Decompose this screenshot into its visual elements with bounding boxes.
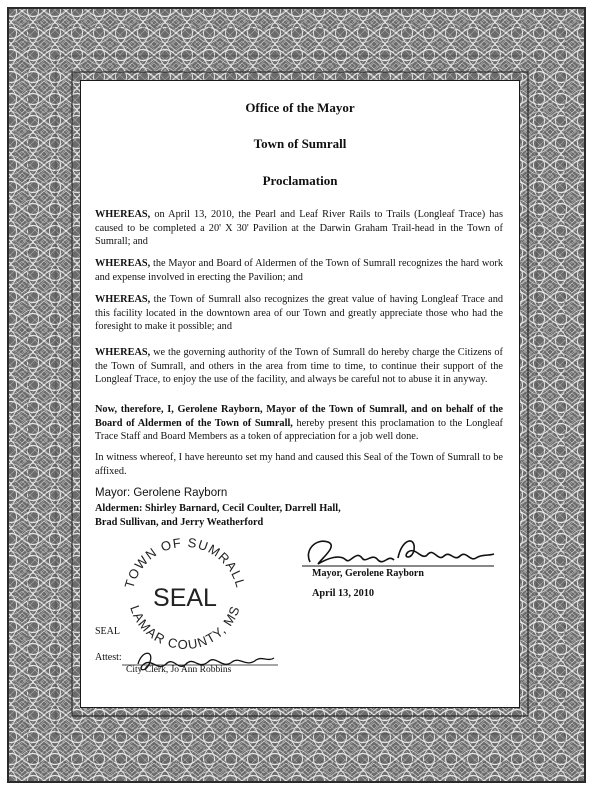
clerk-caption: City Clerk, Jo Ann Robbins <box>126 665 232 675</box>
aldermen-line-1: Aldermen: Shirley Barnard, Cecil Coulter, Darrell Hall, <box>95 503 341 514</box>
resolution-paragraph <box>95 403 503 444</box>
witness-paragraph <box>95 451 503 478</box>
seal-bottom-text: LAMAR COUNTY, MS <box>127 603 243 653</box>
paragraph-lead: Now, therefore, I, Gerolene Rayborn, Mayor of the Town of Sumrall, and on behalf of the Board of Aldermen of the Town of Sumrall, <box>95 404 503 429</box>
aldermen-line-2: Brad Sullivan, and Jerry Weatherford <box>95 517 264 528</box>
seal-center-text: SEAL <box>153 584 217 612</box>
svg-text:TOWN OF SUMRALL <box>121 535 248 590</box>
whereas-paragraph-4 <box>95 346 503 387</box>
paragraph-text: the Mayor and Board of Aldermen of the Town of Sumrall recognizes the hard work and expense involved in erecting the Pavilion; and <box>95 258 503 283</box>
attest-label: Attest: <box>95 652 122 663</box>
seal-label: SEAL <box>95 626 120 637</box>
mayor-signature-caption: Mayor, Gerolene Rayborn <box>312 568 424 579</box>
mayor-line: Mayor: Gerolene Rayborn <box>95 487 228 499</box>
paragraph-text: on April 13, 2010, the Pearl and Leaf River Rails to Trails (Longleaf Trace) has caused to be completed a 20' X 30' Pavilion at the Darwin Graham Trail-head in the Town of Sumrall; and <box>95 209 503 248</box>
paragraph-text: we the governing authority of the Town of Sumrall do hereby charge the Citizens of the Town of Sumrall, and others in the area from time to time, to continue their support of the Longleaf Trace, to enjoy the use of the facility, and always be careful not to abuse it in anyway. <box>95 347 503 386</box>
whereas-paragraph-2 <box>95 257 503 284</box>
proclamation-title: Proclamation <box>262 173 338 188</box>
office-heading: Office of the Mayor <box>245 100 355 115</box>
paragraph-text: the Town of Sumrall also recognizes the great value of having Longleaf Trace and this facility located in the downtown area of our Town and greatly appreciate those who had the foresight to make it possible; and <box>95 294 503 333</box>
proclamation-date: April 13, 2010 <box>312 588 375 599</box>
paragraph-lead: WHEREAS, <box>95 294 151 305</box>
paragraph-text: hereby present this proclamation to the Longleaf Trace Staff and Board Members as a token of appreciation for a job well done. <box>95 417 503 443</box>
whereas-paragraph-1 <box>95 208 503 249</box>
paragraph-text: In witness whereof, I have hereunto set my hand and caused this Seal of the Town of Sumrall to be affixed. <box>95 452 503 477</box>
town-heading: Town of Sumrall <box>253 136 347 151</box>
clerk-signature-scrawl <box>118 642 278 682</box>
paragraph-lead: WHEREAS, <box>95 347 151 358</box>
whereas-paragraph-3 <box>95 293 503 334</box>
paragraph-lead: WHEREAS, <box>95 209 151 220</box>
paragraph-lead: WHEREAS, <box>95 258 151 269</box>
seal-top-text: TOWN OF SUMRALL <box>121 534 249 590</box>
